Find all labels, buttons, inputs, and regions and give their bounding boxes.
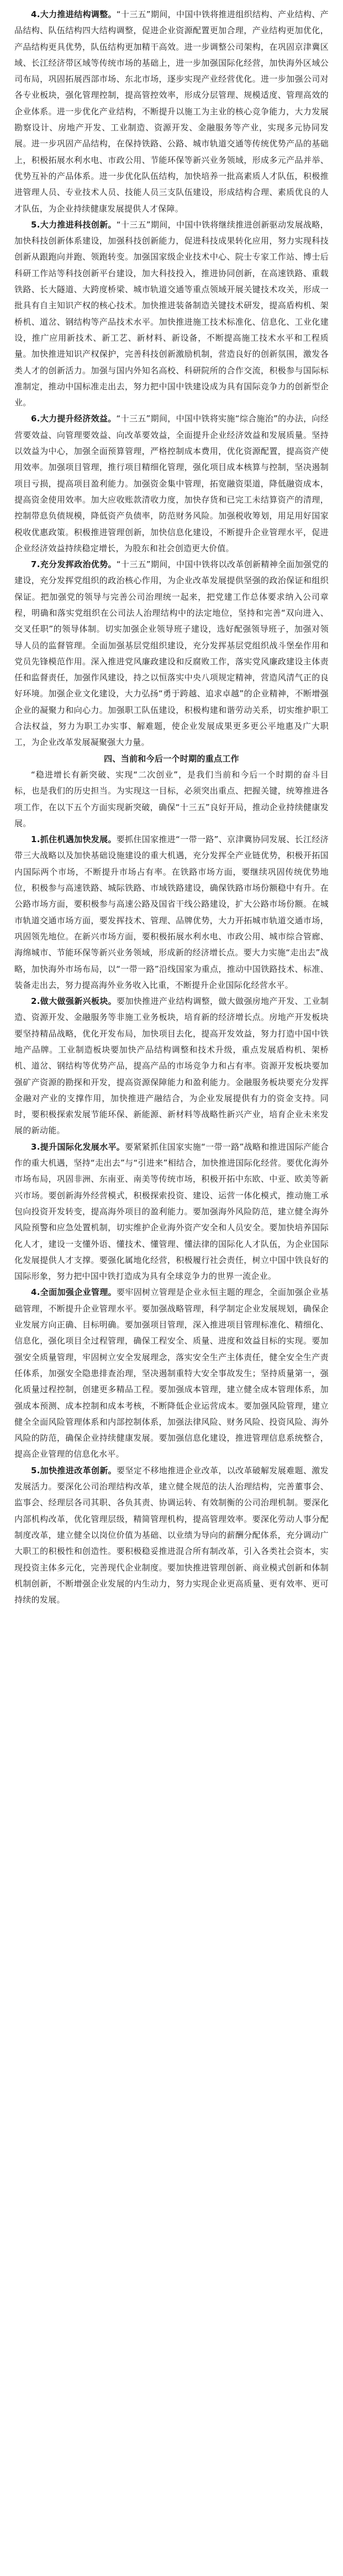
key-task-internationalization [14, 1139, 329, 1285]
paragraph-lead: 1.抓住机遇加快发展。 [31, 834, 117, 845]
paragraph-lead: 4.全面加强企业管理。 [31, 1287, 117, 1298]
section-heading: 四、当前和今后一个时期的重点工作 [104, 753, 239, 764]
paragraph-body: “十三五”期间，中国中铁将推进组织结构、产业结构、产品结构、队伍结构四大结构调整，促进企业资源配置更加合理，产业结构更加优化，产品结构更具优势，队伍结构更加精干高效。进一步调整公司架构，在巩固京津冀区域、长江经济带区域等传统市场的基础上，进一步加强国际化经营，加快海外区域公司布局，巩固拓展西部市场、东北市场，逐步实现产业经营优化。进一步加强公司对各专业板块，强化管理控制，提高管控效率，形成分层管理、规模适度、管理高效的企业体系。进一步优化产业结构，不断提升以施工为主业的核心竞争能力，大力发展勘察设计、房地产开发、工业制造、资源开发、金融服务等产业，实现多元协同发展。进一步巩固产品结构，在保持铁路、公路、城市轨道交通等传统优势产品的基础上，积极拓展水利水电、市政公用、节能环保等新兴业务领域，形成多元产品并举、优势互补的产品体系。进一步优化队伍结构，加快培养一批高素质人才队伍，积极推进管理人员、专业技术人员、技能人员三支队伍建设，形成结构合理、素质优良的人才队伍，为企业持续健康发展提供人才保障。 [14, 9, 329, 214]
key-task-management [14, 1284, 329, 1462]
paragraph-lead: 5.大力推进科技创新。 [31, 219, 117, 230]
paragraph-lead: 7.充分发挥政治优势。 [31, 559, 117, 570]
section-intro: “稳进增长有新突破、实现“二次创业”，是我们当前和今后一个时期的奋斗目标，也是我们的历史担当。为实现这一目标，必须突出重点、把握关键，统筹推进各项工作，在以下五个方面实现新突破，确保“十三五”良好开局，推动企业持续健康发展。 [14, 769, 329, 828]
paragraph-body: 要坚定不移地推进企业改革，以改革破解发展难题、激发发展活力。要深化公司治理结构改革，建立健全规范的法人治理结构，完善董事会、监事会、经理层各司其职、各负其责、协调运转、有效制衡的公司治理机制。要深化内部机构改革，优化管理层级，精简管理机构，提高管理效率。要深化劳动人事分配制度改革，建立健全以岗位价值为基础、以业绩为导向的薪酬分配体系，充分调动广大职工的积极性和创造性。要积极稳妥推进混合所有制改革，引入各类社会资本，实现投资主体多元化，完善现代企业制度。要加快推进管理创新、商业模式创新和体制机制创新，不断增强企业发展的内生动力，努力实现企业更高质量、更有效率、更可持续的发展。 [14, 1465, 329, 1605]
paragraph-body: 要加快推进产业结构调整，做大做强房地产开发、工业制造、资源开发、金融服务等非施工业务板块，培育新的经济增长点。房地产开发板块要坚持精品战略，优化开发布局，加快项目去化，提高开发效益，努力打造中国中铁地产品牌。工业制造板块要加快产品结构调整和技术升级，重点发展盾构机、架桥机、道岔、钢结构等优势产品，提高产品的市场竞争力和占有率。资源开发板块要加强矿产资源的勘探和开发，提高资源保障能力和盈利能力。金融服务板块要充分发挥金融对产业的支撑作用，加快推进产融结合，为企业发展提供有力的资金支持。同时，要积极探索发展节能环保、新能源、新材料等战略性新兴产业，培育企业未来发展的新动能。 [14, 996, 329, 1136]
paragraph-lead: 6.大力提升经济效益。 [31, 414, 117, 424]
paragraph-political-advantage [14, 557, 329, 751]
paragraph-body: “十三五”期间，中国中铁将以改革创新精神全面加强党的建设，充分发挥党组织的政治核心作用，为企业改革发展提供坚强的政治保证和组织保证。把加强党的领导与完善公司治理统一起来，把党建工作总体要求纳入公司章程，明确和落实党组织在公司法人治理结构中的法定地位，坚持和完善“双向进入、交叉任职”的领导体制。切实加强企业领导班子建设，选好配强领导班子，加强对领导人员的监督管理。全面加强基层党组织建设，充分发挥基层党组织战斗堡垒作用和党员先锋模范作用。深入推进党风廉政建设和反腐败工作，落实党风廉政建设主体责任和监督责任，加强作风建设，持之以恒落实中央八项规定精神，营造风清气正的良好环境。加强企业文化建设，大力弘扬“勇于跨越、追求卓越”的企业精神，不断增强企业的凝聚力和向心力。加强职工队伍建设，积极构建和谐劳动关系，切实维护职工合法权益，努力为职工办实事、解难题，使企业发展成果更多更公平地惠及广大职工，为企业改革发展凝聚强大力量。 [14, 559, 329, 748]
paragraph-economic-benefit [14, 411, 329, 557]
paragraph-lead: 2.做大做强新兴板块。 [31, 996, 117, 1007]
paragraph-structure-adjustment [14, 7, 329, 217]
paragraph-body: “十三五”期间，中国中铁将实施“综合施治”的办法，向经营要效益、向管理要效益、向改革要效益，全面提升企业经济效益和发展质量。坚持以效益为中心，加强全面预算管理，严格控制成本费用，优化资源配置，提高资产使用效率。加强项目管理，推行项目精细化管理，强化项目成本核算与控制，坚决遏制项目亏损，提高项目盈利能力。加强资金集中管理，拓宽融资渠道，降低融资成本，提高资金使用效率。加大应收账款清收力度，加快存货和已完工未结算资产的清理，控制带息负债规模，降低资产负债率，防范财务风险。加强税收筹划，用足用好国家税收优惠政策。积极推进管理创新，加快信息化建设，不断提升企业管理水平，促进企业经济效益持续稳定增长，为股东和社会创造更大价值。 [14, 414, 329, 553]
paragraph-tech-innovation [14, 217, 329, 411]
paragraph-lead: 4.大力推进结构调整。 [31, 9, 117, 19]
paragraph-body: 要抓住国家推进“一带一路”、京津冀协同发展、长江经济带三大战略以及加快基础设施建设的重大机遇，充分发挥全产业链优势，积极开拓国内国际两个市场，不断提升市场占有率。在铁路市场方面，要继续巩固传统优势地位，积极参与高速铁路、城际铁路、市域铁路建设，确保铁路市场份额稳中有升。在公路市场方面，要积极参与高速公路及国省干线公路建设，扩大公路市场份额。在城市轨道交通市场方面，要发挥技术、管理、品牌优势，大力开拓城市轨道交通市场，巩固领先地位。在新兴市场方面，要积极拓展水利水电、市政公用、城市综合管廊、海绵城市、节能环保等新兴业务领域，形成新的经济增长点。要大力实施“走出去”战略，加快海外市场布局，以“一带一路”沿线国家为重点，推动中国铁路技术、标准、装备走出去，努力提高海外业务收入比重，不断提升企业国际化经营水平。 [14, 834, 329, 990]
key-task-reform [14, 1463, 329, 1609]
paragraph-body: 要紧紧抓住国家实施“一带一路”战略和推进国际产能合作的重大机遇，坚持“走出去”与“引进来”相结合，加快推进国际化经营。要优化海外市场布局，巩固非洲、东南亚、南美等传统市场，积极开拓中东欧、中亚、欧美等新兴市场。要创新海外经营模式，积极探索投资、建设、运营一体化模式，推动施工承包向投资开发转变，提高海外项目的盈利能力。要加强海外风险防范，建立健全海外风险预警和应急处置机制，切实维护企业海外资产安全和人员安全。要加快培养国际化人才，建设一支懂外语、懂技术、懂管理、懂法律的国际化人才队伍，为企业国际化发展提供人才支撑。要强化属地化经营，积极履行社会责任，树立中国中铁良好的国际形象，努力把中国中铁打造成为具有全球竞争力的世界一流企业。 [14, 1141, 329, 1282]
paragraph-lead: 3.提升国际化发展水平。 [31, 1141, 125, 1152]
paragraph-body: “十三五”期间，中国中铁将继续推进创新驱动发展战略，加快科技创新体系建设，加强科技创新能力，促进科技成果转化应用，努力实现科技创新从跟跑向并跑、领跑转变。加强国家级企业技术中心、院士专家工作站、博士后科研工作站等科技创新平台建设，加大科技投入，推进协同创新，在高速铁路、重载铁路、长大隧道、大跨度桥梁、城市轨道交通等重点领域开展关键技术攻关，形成一批具有自主知识产权的核心技术。加快推进装备制造关键技术研发，提高盾构机、架桥机、道岔、钢结构等产品技术水平。加快推进施工技术标准化、信息化、工业化建设，推广应用新技术、新工艺、新材料、新设备，不断提高施工技术水平和工程质量。加快推进知识产权保护，完善科技创新激励机制，营造良好的创新氛围，激发各类人才的创新活力。加强与国内外知名高校、科研院所的合作交流，积极参与国际标准制定，推动中国标准走出去，努力把中国中铁建设成为具有国际竞争力的创新型企业。 [14, 219, 329, 408]
key-task-opportunity [14, 832, 329, 993]
paragraph-lead: 5.加快推进改革创新。 [31, 1465, 117, 1475]
key-task-emerging-sectors [14, 993, 329, 1139]
paragraph-body: 要牢固树立管理是企业永恒主题的理念，全面加强企业基础管理，不断提升企业管理水平。要加强战略管理，科学制定企业发展规划，确保企业发展方向正确、目标明确。要加强项目管理，深入推进项目管理标准化、精细化、信息化，强化项目全过程管理，确保工程安全、质量、进度和效益目标的实现。要加强安全质量管理，牢固树立安全发展理念，落实安全生产主体责任，健全安全生产责任体系，加强安全隐患排查治理，坚决遏制重特大安全事故发生；坚持质量第一，强化质量过程控制，创建更多精品工程。要加强成本管理，建立健全成本管理体系，加强成本预测、成本控制和成本考核，不断降低企业运营成本。要加强风险管理，建立健全全面风险管理体系和内部控制体系，加强法律风险、财务风险、投资风险、海外风险的防范，确保企业持续健康发展。要加强信息化建设，推进管理信息系统整合，提高企业管理的信息化水平。 [14, 1287, 329, 1459]
